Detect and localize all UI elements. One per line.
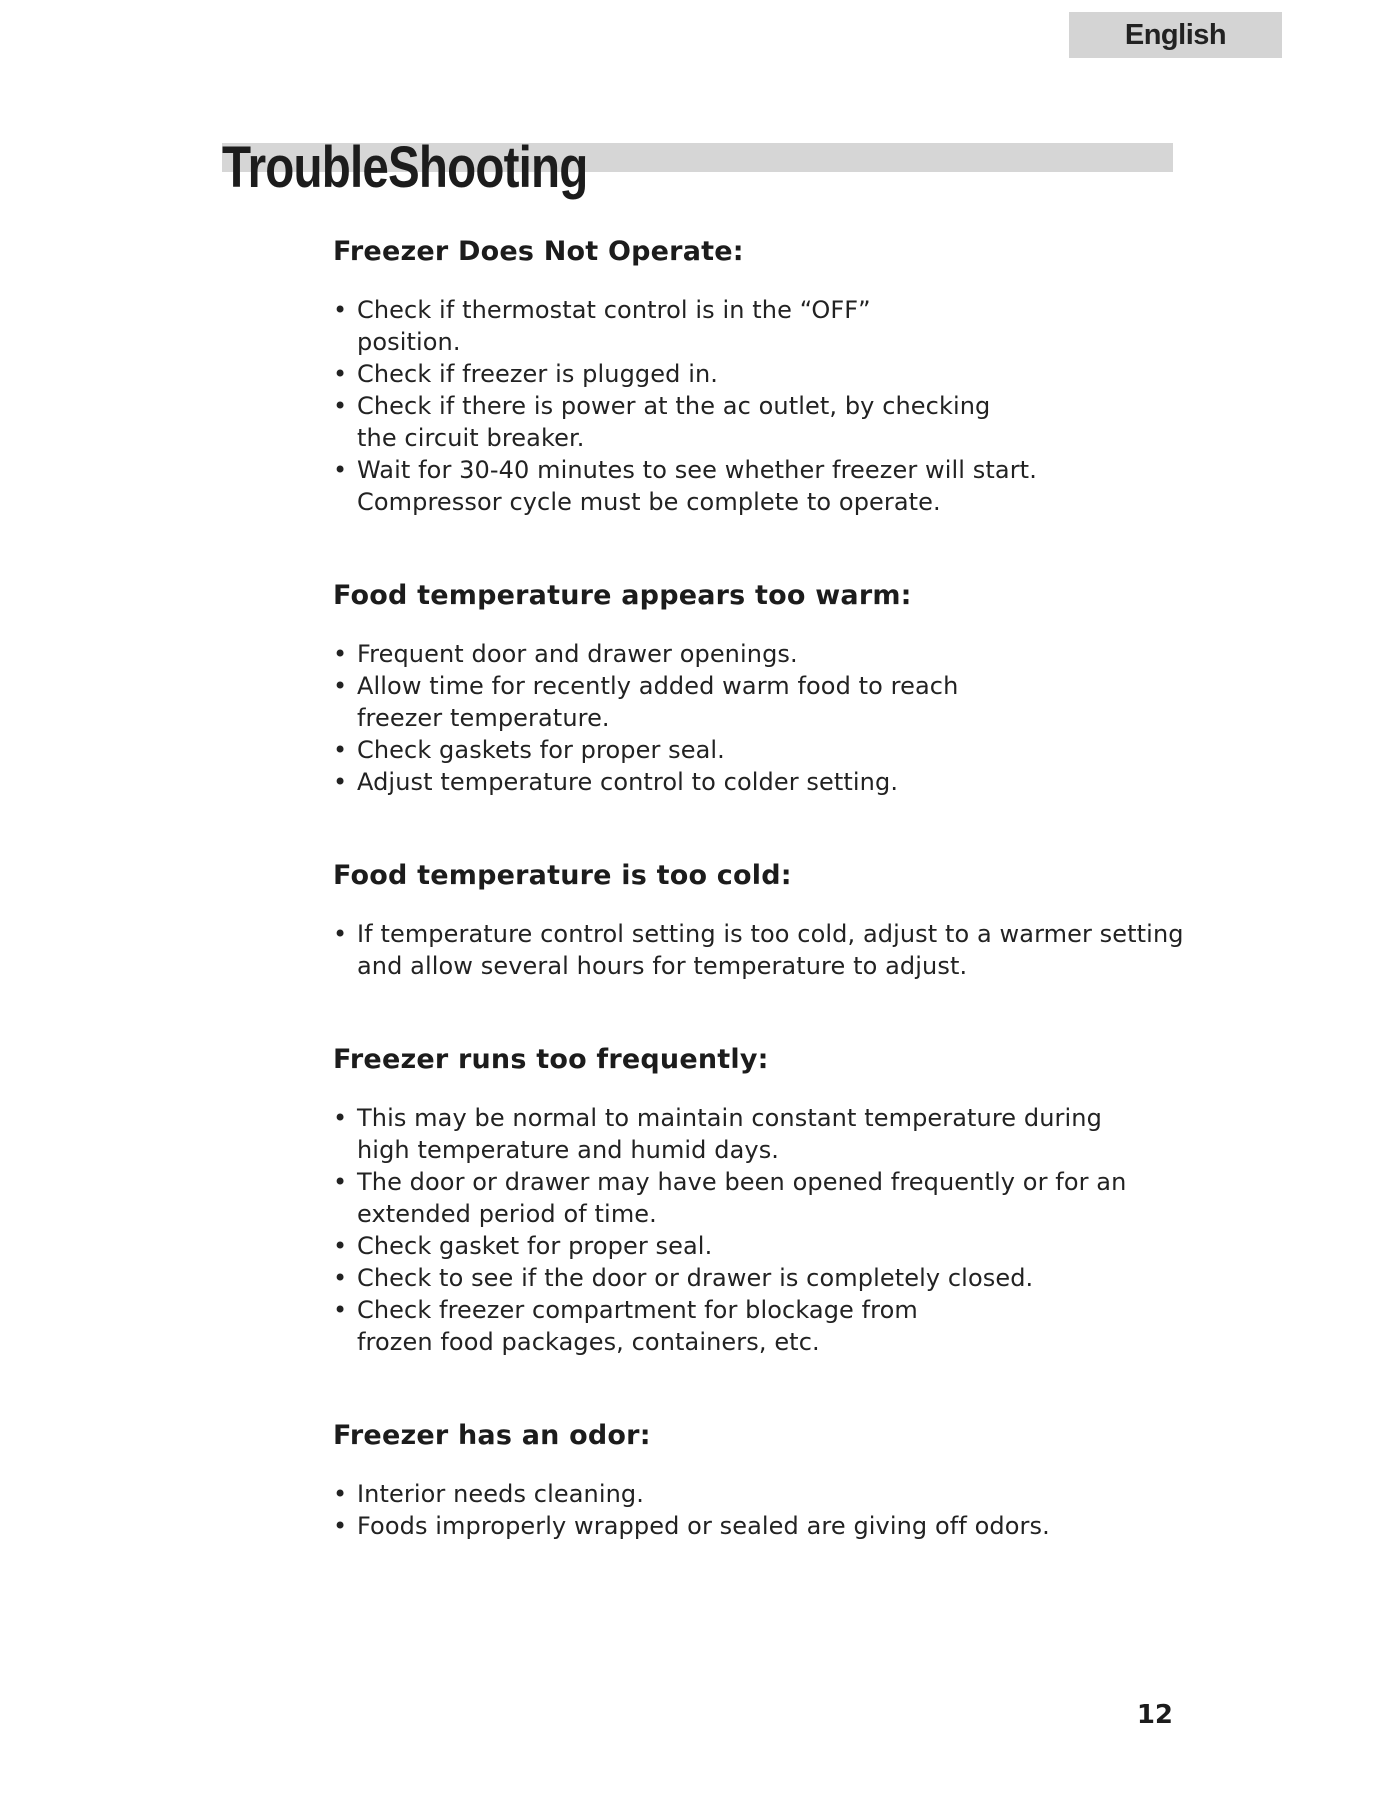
list-item-text: • Check gasket for proper seal. bbox=[357, 1232, 713, 1260]
list-item bbox=[333, 918, 1193, 982]
list-item-text: • Allow time for recently added warm food to reach freezer temperature. bbox=[357, 672, 959, 732]
section-heading: Freezer has an odor: bbox=[333, 1420, 651, 1451]
list-item bbox=[333, 1102, 1193, 1166]
section-freezer-runs-frequently bbox=[333, 1040, 1193, 1358]
list-item-text: • Check freezer compartment for blockage from frozen food packages, containers, etc. bbox=[357, 1296, 918, 1356]
list-item-text: • Check if there is power at the ac outlet, by checking the circuit breaker. bbox=[357, 392, 991, 452]
section-heading: Freezer Does Not Operate: bbox=[333, 236, 744, 267]
list-item bbox=[333, 294, 1193, 358]
section-freezer-does-not-operate bbox=[333, 232, 1193, 518]
list-item bbox=[333, 638, 1193, 670]
list-item bbox=[333, 670, 1193, 734]
list-item bbox=[333, 766, 1193, 798]
list-item-text: • Check to see if the door or drawer is completely closed. bbox=[357, 1264, 1034, 1292]
list-item-text: • Check gaskets for proper seal. bbox=[357, 736, 725, 764]
list-item-text: • Interior needs cleaning. bbox=[357, 1480, 644, 1508]
list-item-text: • This may be normal to maintain constant temperature during high temperature and humid days. bbox=[357, 1104, 1102, 1164]
bullet-list bbox=[333, 918, 1193, 982]
section-food-too-warm bbox=[333, 576, 1193, 798]
list-item-text: • Wait for 30-40 minutes to see whether freezer will start. Compressor cycle must be complete to operate. bbox=[357, 456, 1037, 516]
list-item bbox=[333, 734, 1193, 766]
list-item bbox=[333, 1262, 1193, 1294]
list-item bbox=[333, 390, 1193, 454]
list-item bbox=[333, 1510, 1193, 1542]
list-item bbox=[333, 1294, 1193, 1358]
list-item bbox=[333, 1478, 1193, 1510]
list-item-text: • Foods improperly wrapped or sealed are giving off odors. bbox=[357, 1512, 1050, 1540]
troubleshooting-content bbox=[333, 232, 1193, 1600]
list-item bbox=[333, 1166, 1193, 1230]
list-item-text: • If temperature control setting is too cold, adjust to a warmer setting and allow several hours for temperature to adjust. bbox=[357, 920, 1184, 980]
list-item-text: • The door or drawer may have been opened frequently or for an extended period of time. bbox=[357, 1168, 1127, 1228]
list-item-text: • Check if thermostat control is in the “OFF” position. bbox=[357, 296, 871, 356]
bullet-list bbox=[333, 638, 1193, 798]
list-item bbox=[333, 454, 1193, 518]
section-heading: Freezer runs too frequently: bbox=[333, 1044, 769, 1075]
section-freezer-odor bbox=[333, 1416, 1193, 1542]
list-item bbox=[333, 358, 1193, 390]
section-food-too-cold bbox=[333, 856, 1193, 982]
list-item bbox=[333, 1230, 1193, 1262]
section-heading: Food temperature appears too warm: bbox=[333, 580, 912, 611]
page-number: 12 bbox=[1136, 1700, 1173, 1730]
bullet-list bbox=[333, 294, 1193, 518]
list-item-text: • Frequent door and drawer openings. bbox=[357, 640, 798, 668]
language-tab: English bbox=[1069, 12, 1282, 58]
section-heading: Food temperature is too cold: bbox=[333, 860, 792, 891]
bullet-list bbox=[333, 1478, 1193, 1542]
bullet-list bbox=[333, 1102, 1193, 1358]
list-item-text: • Check if freezer is plugged in. bbox=[357, 360, 719, 388]
page-title: TroubleShooting bbox=[222, 135, 588, 200]
list-item-text: • Adjust temperature control to colder setting. bbox=[357, 768, 899, 796]
